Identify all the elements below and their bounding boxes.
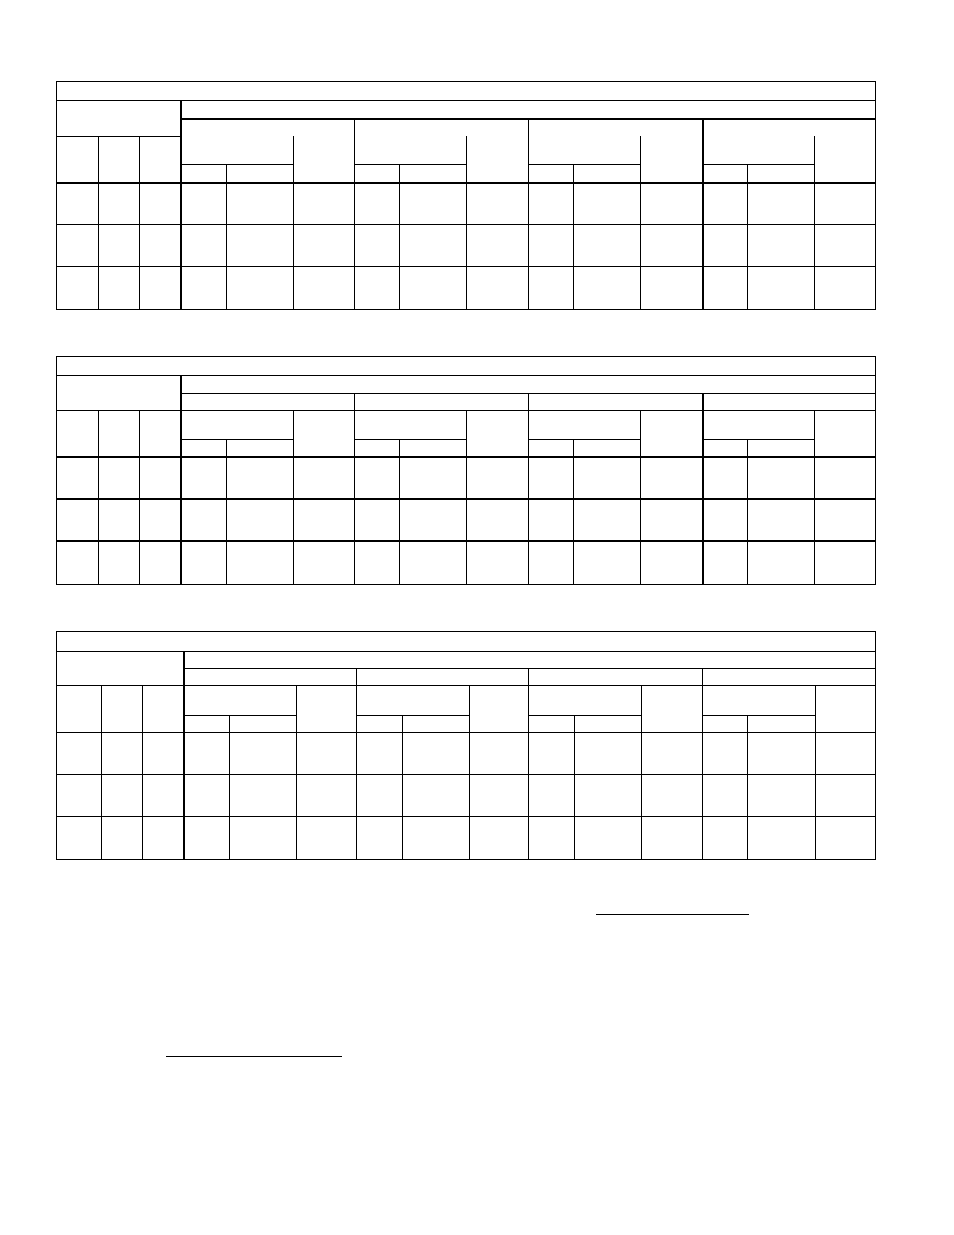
data-table-3 (56, 631, 876, 860)
signature-line[interactable] (596, 914, 749, 915)
data-table-2 (56, 356, 876, 585)
data-table-1 (56, 81, 876, 310)
signature-line[interactable] (166, 1056, 342, 1057)
